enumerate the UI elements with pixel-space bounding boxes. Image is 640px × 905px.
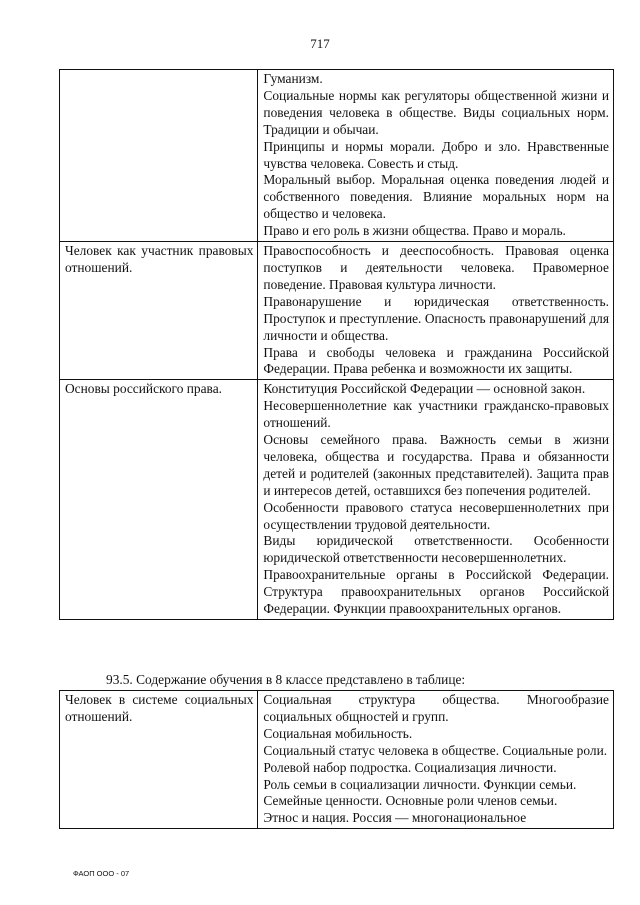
content-paragraph: Этнос и нация. Россия — многонациональное [263, 810, 527, 826]
content-paragraph: Конституция Российской Федерации — основной закон. [263, 381, 586, 397]
content-paragraph: Гуманизм. [263, 71, 323, 86]
topic-label: Человек в системе социальных отношений. [65, 692, 254, 724]
content-paragraph: Особенности правового статуса несовершеннолетних при осуществлении трудовой деятельности. [263, 499, 609, 532]
content-table-upper [59, 69, 614, 620]
content-paragraph: Право и его роль в жизни общества. Право и мораль. [263, 223, 566, 239]
topic-label: Человек как участник правовых отношений. [65, 243, 254, 275]
content-cell [258, 70, 614, 242]
table-row [60, 380, 614, 620]
content-paragraph: Правоспособность и дееспособность. Правовая оценка поступков и деятельности человека. Правомерное поведение. Правовая культура личности. [263, 243, 609, 292]
topic-cell [60, 380, 258, 620]
footer-code: ФАОП ООО - 07 [73, 869, 130, 878]
content-paragraph: Основы семейного права. Важность семьи в жизни человека, общества и государства. Права и обязанности детей и родителей (законных представителей). Защита прав и интересов детей, оставшихся без попечения родителей. [263, 432, 609, 498]
content-cell [258, 691, 614, 829]
content-paragraph: Социальный статус человека в обществе. Социальные роли. [263, 742, 608, 758]
content-paragraph: Правонарушение и юридическая ответственность. Проступок и преступление. Опасность правонарушений для личности и общества. [263, 293, 609, 343]
content-paragraph: Принципы и нормы морали. Добро и зло. Нравственные чувства человека. Совесть и стыд. [263, 138, 609, 171]
content-paragraph: Виды юридической ответственности. Особенности юридической ответственности несовершеннолетних. [263, 533, 609, 566]
topic-cell [60, 70, 258, 242]
topic-label: Основы российского права. [65, 381, 222, 397]
table-row [60, 70, 614, 242]
content-paragraph: Семейные ценности. Основные роли членов семьи. [263, 793, 558, 809]
table-row [60, 691, 614, 829]
topic-cell [60, 242, 258, 380]
content-cell [258, 242, 614, 380]
section-heading: 93.5. Содержание обучения в 8 классе представлено в таблице: [106, 672, 466, 687]
table-row [60, 242, 614, 380]
content-paragraph: Социальные нормы как регуляторы общественной жизни и поведения человека в обществе. Виды социальных норм. Традиции и обычаи. [263, 87, 609, 137]
content-cell [258, 380, 614, 620]
content-table-lower [59, 690, 614, 829]
content-paragraph: Ролевой набор подростка. Социализация личности. [263, 759, 557, 775]
content-paragraph: Несовершеннолетние как участники гражданско-правовых отношений. [263, 398, 609, 431]
page-number: 717 [310, 36, 330, 51]
content-paragraph: Права и свободы человека и гражданина Российской Федерации. Права ребенка и возможности их защиты. [263, 344, 609, 377]
content-paragraph: Правоохранительные органы в Российской Федерации. Структура правоохранительных органов Российской Федерации. Функции правоохранительных органов. [263, 567, 609, 617]
content-paragraph: Моральный выбор. Моральная оценка поведения людей и собственного поведения. Влияние моральных норм на общество и человека. [263, 172, 609, 222]
content-paragraph: Роль семьи в социализации личности. Функции семьи. [263, 776, 577, 792]
topic-cell [60, 691, 258, 829]
content-paragraph: Социальная структура общества. Многообразие социальных общностей и групп. [263, 692, 609, 724]
content-paragraph: Социальная мобильность. [263, 725, 413, 741]
